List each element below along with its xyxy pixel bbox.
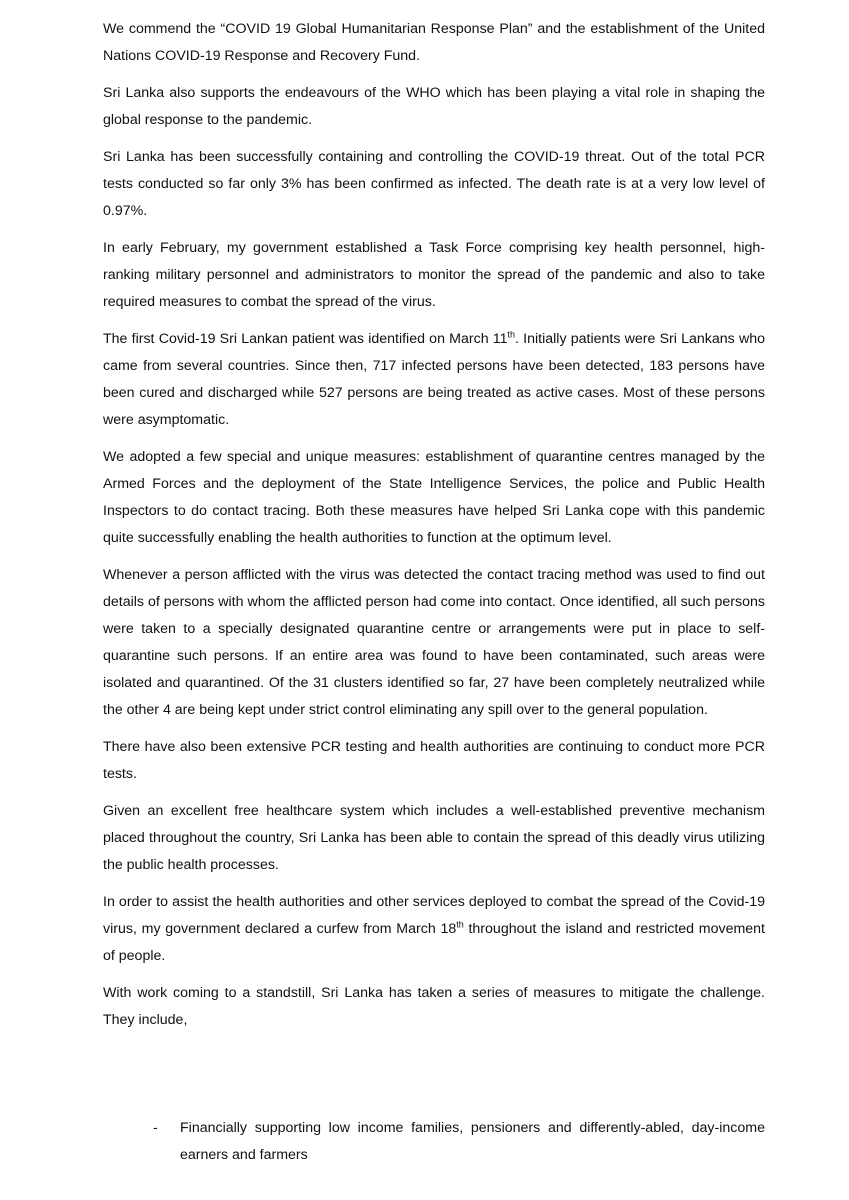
ordinal-suffix: th: [456, 919, 464, 930]
paragraph-who-support: Sri Lanka also supports the endeavours of the WHO which has been playing a vital role in shaping the global response to the pandemic.: [103, 85, 765, 128]
paragraph-first-patient-before: The first Covid-19 Sri Lankan patient was identified on March 11: [103, 331, 508, 347]
list-item-marker: -: [153, 1120, 158, 1136]
paragraph-curfew-after: throughout the island and restricted movement of people.: [103, 921, 766, 964]
paragraph-mitigation-measures: With work coming to a standstill, Sri Lanka has taken a series of measures to mitigate the challenge. They include,: [103, 985, 765, 1028]
paragraph-containment-stats: Sri Lanka has been successfully containing and controlling the COVID-19 threat. Out of the total PCR tests conducted so far only 3% has been confirmed as infected. The death rate is at a very low level of 0.97%.: [103, 149, 765, 219]
measures-list: [103, 1115, 765, 1169]
paragraph-contact-tracing: Whenever a person afflicted with the virus was detected the contact tracing method was used to find out details of persons with whom the afflicted person had come into contact. Once identified, all such persons were taken to a specially designated quarantine centre or arrangements were put in place to self-quarantine such persons. If an entire area was found to have been contaminated, such areas were isolated and quarantined. Of the 31 clusters identified so far, 27 have been completely neutralized while the other 4 are being kept under strict control eliminating any spill over to the general population.: [103, 567, 765, 718]
paragraph-curfew-before: In order to assist the health authorities and other services deployed to combat the spread of the Covid-19 virus, my government declared a curfew from March 18: [103, 894, 765, 937]
paragraph-pcr-testing: There have also been extensive PCR testing and health authorities are continuing to conduct more PCR tests.: [103, 739, 765, 782]
paragraph-curfew: [103, 889, 765, 970]
list-item: [103, 1115, 765, 1169]
document-body: [103, 16, 765, 1044]
paragraph-first-patient: [103, 326, 765, 434]
paragraph-first-patient-after: . Initially patients were Sri Lankans who came from several countries. Since then, 717 infected persons have been detected, 183 persons have been cured and discharged while 527 persons are being treated as active cases. Most of these persons were asymptomatic.: [103, 331, 765, 428]
list-item-text: Financially supporting low income families, pensioners and differently-abled, day-income earners and farmers: [180, 1120, 765, 1163]
paragraph-special-measures: We adopted a few special and unique measures: establishment of quarantine centres managed by the Armed Forces and the deployment of the State Intelligence Services, the police and Public Health Inspectors to do contact tracing. Both these measures have helped Sri Lanka cope with this pandemic quite successfully enabling the health authorities to function at the optimum level.: [103, 449, 765, 546]
paragraph-healthcare-system: Given an excellent free healthcare system which includes a well-established preventive mechanism placed throughout the country, Sri Lanka has been able to contain the spread of this deadly virus utilizing the public health processes.: [103, 803, 765, 873]
paragraph-un-response-plan: We commend the “COVID 19 Global Humanitarian Response Plan” and the establishment of the United Nations COVID-19 Response and Recovery Fund.: [103, 21, 765, 64]
paragraph-task-force: In early February, my government established a Task Force comprising key health personnel, high-ranking military personnel and administrators to monitor the spread of the pandemic and also to take required measures to combat the spread of the virus.: [103, 240, 765, 310]
ordinal-suffix: th: [507, 329, 516, 340]
